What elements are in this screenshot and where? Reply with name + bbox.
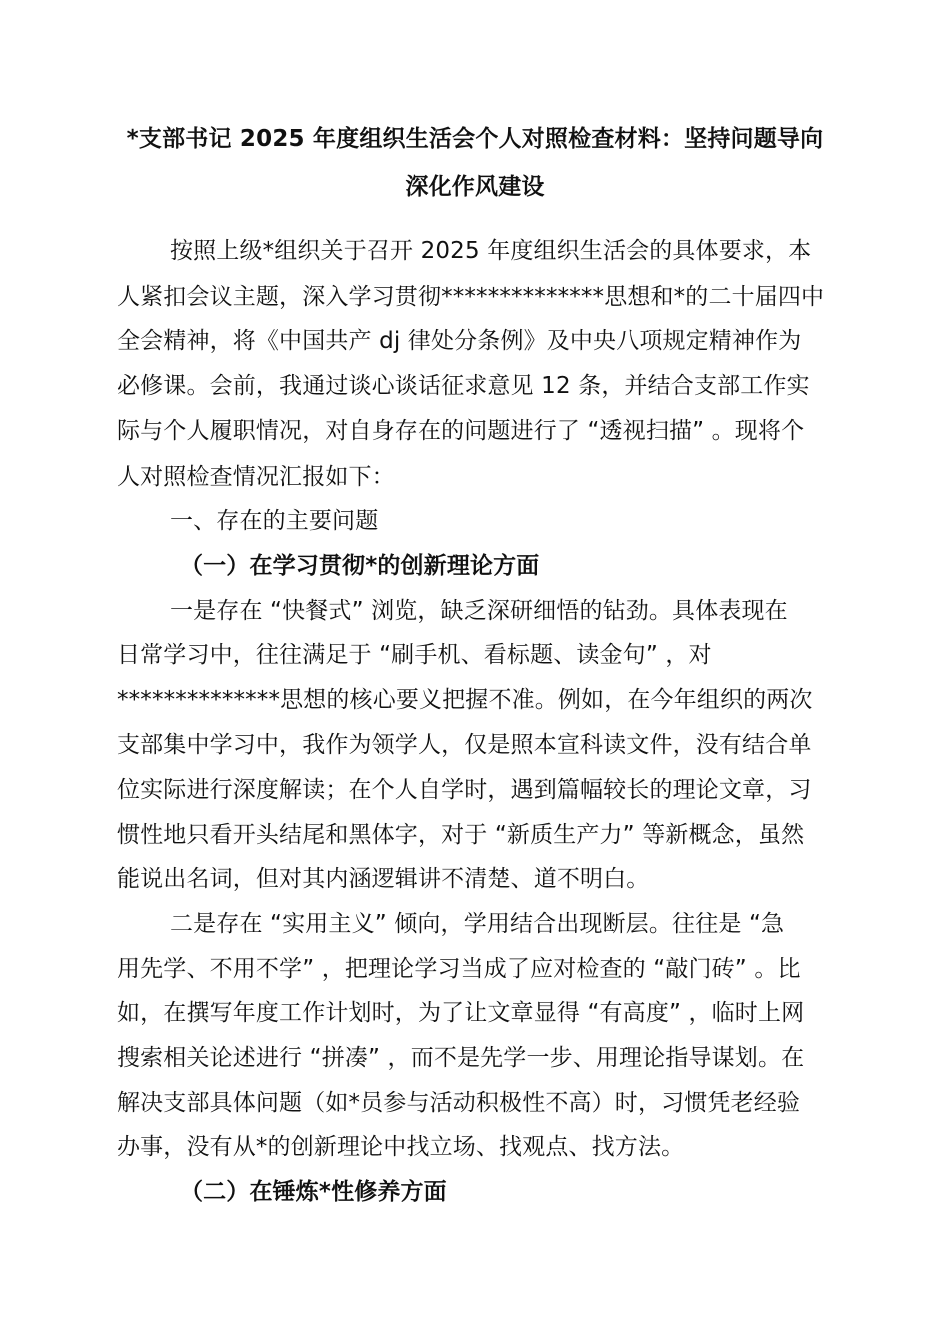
- document-title-line-1: *支部书记 2025 年度组织生活会个人对照检查材料：坚持问题导向: [126, 126, 824, 152]
- paragraph-line: **************思想的核心要义把握不准。例如，在今年组织的两次: [117, 687, 813, 713]
- paragraph-line: 如，在撰写年度工作计划时，为了让文章显得 “有高度” ，临时上网: [117, 1000, 805, 1026]
- subsection-heading: （一）在学习贯彻*的创新理论方面: [180, 553, 540, 579]
- paragraph-line: 际与个人履职情况，对自身存在的问题进行了 “透视扫描” 。现将个: [117, 418, 805, 444]
- paragraph-line: 一是存在 “快餐式” 浏览，缺乏深研细悟的钻劲。具体表现在: [170, 598, 788, 624]
- paragraph-line: 必修课。会前，我通过谈心谈话征求意见 12 条，并结合支部工作实: [117, 373, 810, 399]
- document-title-line-2: 深化作风建设: [405, 174, 545, 200]
- section-heading: 一、存在的主要问题: [170, 508, 379, 534]
- paragraph-line: 解决支部具体问题（如*员参与活动积极性不高）时，习惯凭老经验: [117, 1090, 800, 1116]
- paragraph-line: 用先学、不用不学” ，把理论学习当成了应对检查的 “敲门砖” 。比: [117, 956, 801, 982]
- paragraph-line: 支部集中学习中，我作为领学人，仅是照本宣科读文件，没有结合单: [117, 732, 812, 758]
- paragraph-line: 日常学习中，往往满足于 “刷手机、看标题、读金句” ，对: [117, 642, 712, 668]
- paragraph-line: 人对照检查情况汇报如下：: [117, 464, 395, 490]
- paragraph-line: 全会精神，将《中国共产 dj 律处分条例》及中央八项规定精神作为: [117, 328, 802, 354]
- paragraph-line: 二是存在 “实用主义” 倾向，学用结合出现断层。往往是 “急: [170, 911, 785, 937]
- paragraph-line: 搜索相关论述进行 “拼凑” ，而不是先学一步、用理论指导谋划。在: [117, 1045, 805, 1071]
- paragraph-line: 惯性地只看开头结尾和黑体字，对于 “新质生产力” 等新概念，虽然: [117, 822, 805, 848]
- paragraph-line: 按照上级*组织关于召开 2025 年度组织生活会的具体要求，本: [170, 238, 812, 264]
- paragraph-line: 能说出名词，但对其内涵逻辑讲不清楚、道不明白。: [117, 866, 650, 892]
- paragraph-line: 人紧扣会议主题，深入学习贯彻**************思想和*的二十届四中: [117, 284, 825, 310]
- subsection-heading: （二）在锤炼*性修养方面: [180, 1179, 447, 1205]
- paragraph-line: 办事，没有从*的创新理论中找立场、找观点、找方法。: [117, 1134, 685, 1160]
- paragraph-line: 位实际进行深度解读；在个人自学时，遇到篇幅较长的理论文章，习: [117, 777, 812, 803]
